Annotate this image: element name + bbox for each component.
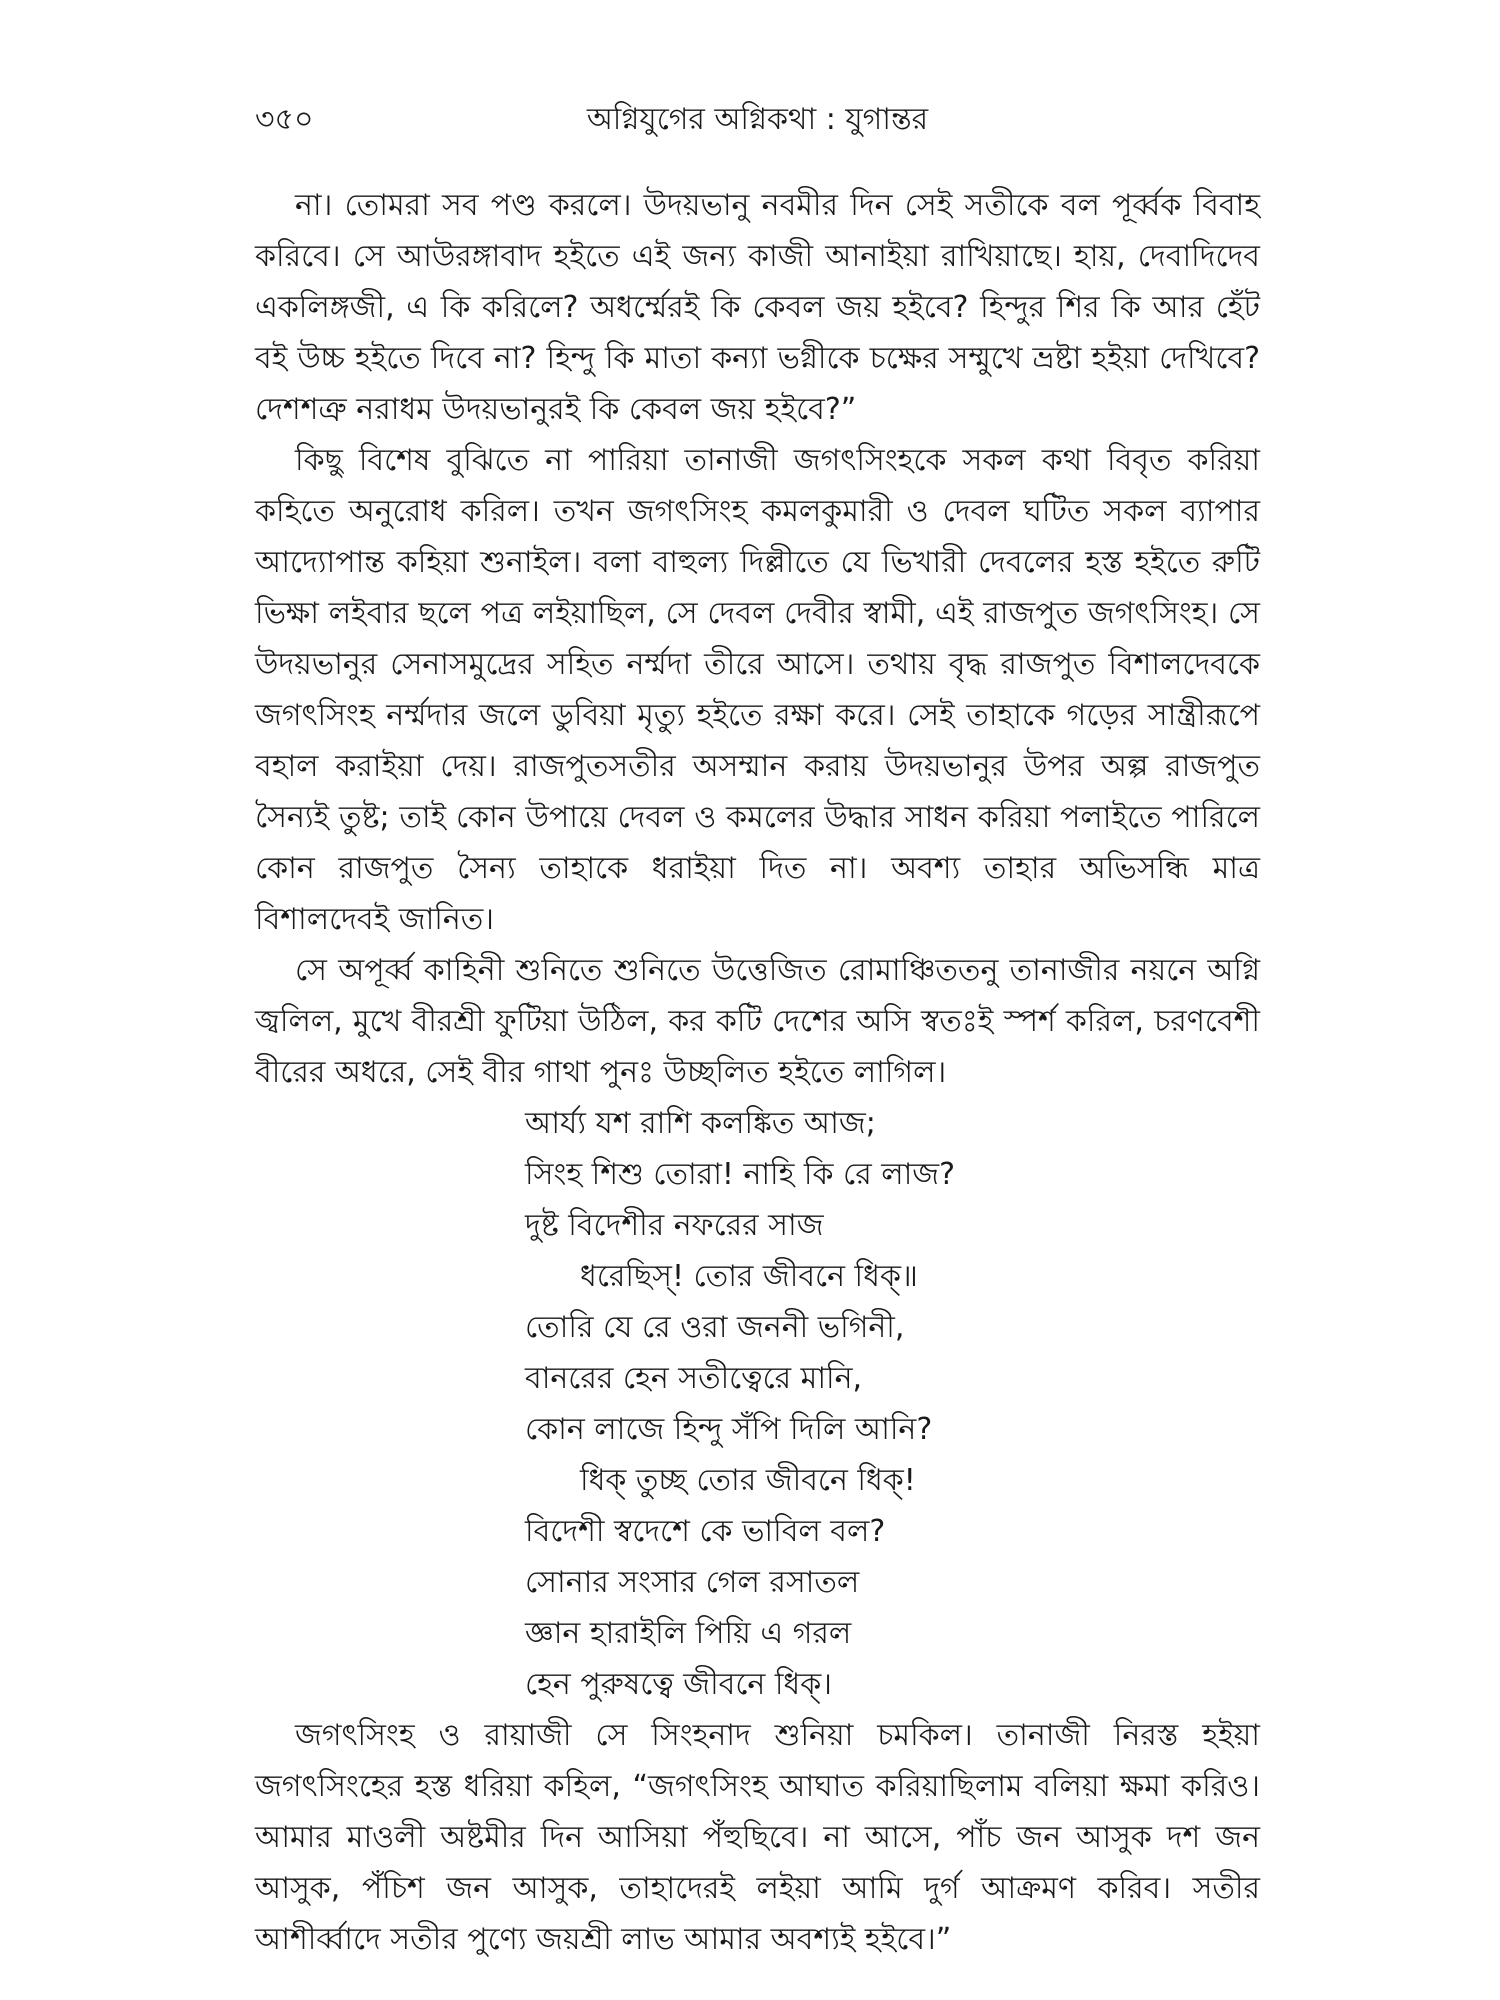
paragraph-3: সে অপূর্ব্ব কাহিনী শুনিতে শুনিতে উত্তেজিত রোমাঞ্চিততনু তানাজীর নয়নে অগ্নি জ্বলিল, মুখে বীরশ্রী ফুটিয়া উঠিল, কর কটি দেশের অসি স্বতঃই স্পর্শ করিল, চরণবেশী বীরের অধরে, সেই বীর গাথা পুনঃ উচ্ছলিত হইতে লাগিল। xyxy=(255,953,1260,1090)
closing-paragraph: জগৎসিংহ ও রায়াজী সে সিংহনাদ শুনিয়া চমকিল। তানাজী নিরস্ত হইয়া জগৎসিংহের হস্ত ধরিয়া কহিল, “জগৎসিংহ আঘাত করিয়াছিলাম বলিয়া ক্ষমা করিও। আমার মাওলী অষ্টমীর দিন আসিয়া পঁহুছিবে। না আসে, পাঁচ জন আসুক দশ জন আসুক, পঁচিশ জন আসুক, তাহাদেরই লইয়া আমি দুর্গ আক্রমণ করিব। সতীর আশীর্ব্বাদে সতীর পুণ্যে জয়শ্রী লাভ আমার অবশ্যই হইবে।” xyxy=(255,1718,1260,1957)
poem-line: সোনার সংসার গেল রসাতল xyxy=(525,1565,860,1600)
paragraph-1: না। তোমরা সব পণ্ড করলে। উদয়ভানু নবমীর দিন সেই সতীকে বল পূর্ব্বক বিবাহ করিবে। সে আউরঙ্গাবাদ হইতে এই জন্য কাজী আনাইয়া রাখিয়াছে। হায়, দেবাদিদেব একলিঙ্গজী, এ কি করিলে? অধর্ম্মেরই কি কেবল জয় হইবে? হিন্দুর শির কি আর হেঁট বই উচ্চ হইতে দিবে না? হিন্দু কি মাতা কন্যা ভগ্নীকে চক্ষের সম্মুখে ভ্রষ্টা হইয়া দেখিবে? দেশশত্রু নরাধম উদয়ভানুরই কি কেবল জয় হইবে?” xyxy=(255,188,1260,427)
page-number: ৩৫০ xyxy=(255,102,314,137)
poem xyxy=(525,1098,1260,1710)
running-title: অগ্নিযুগের অগ্নিকথা : যুগান্তর xyxy=(586,102,929,137)
poem-line: ধরেছিস্! তোর জীবনে ধিক্॥ xyxy=(580,1259,918,1294)
page-header xyxy=(255,100,1260,150)
poem-line: জ্ঞান হারাইলি পিয়ি এ গরল xyxy=(525,1616,852,1651)
poem-line: বানরের হেন সতীত্বেরে মানি, xyxy=(525,1361,863,1396)
poem-line: বিদেশী স্বদেশে কে ভাবিল বল? xyxy=(525,1514,886,1549)
poem-line: তোরি যে রে ওরা জননী ভগিনী, xyxy=(525,1310,905,1345)
paragraph-2: কিছু বিশেষ বুঝিতে না পারিয়া তানাজী জগৎসিংহকে সকল কথা বিবৃত করিয়া কহিতে অনুরোধ করিল। তখন জগৎসিংহ কমলকুমারী ও দেবল ঘটিত সকল ব্যাপার আদ্যোপান্ত কহিয়া শুনাইল। বলা বাহুল্য দিল্লীতে যে ভিখারী দেবলের হস্ত হইতে রুটি ভিক্ষা লইবার ছলে পত্র লইয়াছিল, সে দেবল দেবীর স্বামী, এই রাজপুত জগৎসিংহ। সে উদয়ভানুর সেনাসমুদ্রের সহিত নর্ম্মদা তীরে আসে। তথায় বৃদ্ধ রাজপুত বিশালদেবকে জগৎসিংহ নর্ম্মদার জলে ডুবিয়া মৃত্যু হইতে রক্ষা করে। সেই তাহাকে গড়ের সান্ত্রীরূপে বহাল করাইয়া দেয়। রাজপুতসতীর অসম্মান করায় উদয়ভানুর উপর অল্প রাজপুত সৈন্যই তুষ্ট; তাই কোন উপায়ে দেবল ও কমলের উদ্ধার সাধন করিয়া পলাইতে পারিলে কোন রাজপুত সৈন্য তাহাকে ধরাইয়া দিত না। অবশ্য তাহার অভিসন্ধি মাত্র বিশালদেবই জানিত। xyxy=(255,443,1260,937)
poem-line: সিংহ শিশু তোরা! নাহি কি রে লাজ? xyxy=(525,1157,956,1192)
poem-line: দুষ্ট বিদেশীর নফরের সাজ xyxy=(525,1208,824,1243)
poem-line: ধিক্ তুচ্ছ তোর জীবনে ধিক্! xyxy=(580,1463,916,1498)
poem-line: হেন পুরুষত্বে জীবনে ধিক্। xyxy=(525,1667,832,1702)
body-text xyxy=(255,180,1260,1965)
poem-line: আর্য্য যশ রাশি কলঙ্কিত আজ; xyxy=(525,1106,876,1141)
poem-line: কোন লাজে হিন্দু সঁপি দিলি আনি? xyxy=(525,1412,933,1447)
